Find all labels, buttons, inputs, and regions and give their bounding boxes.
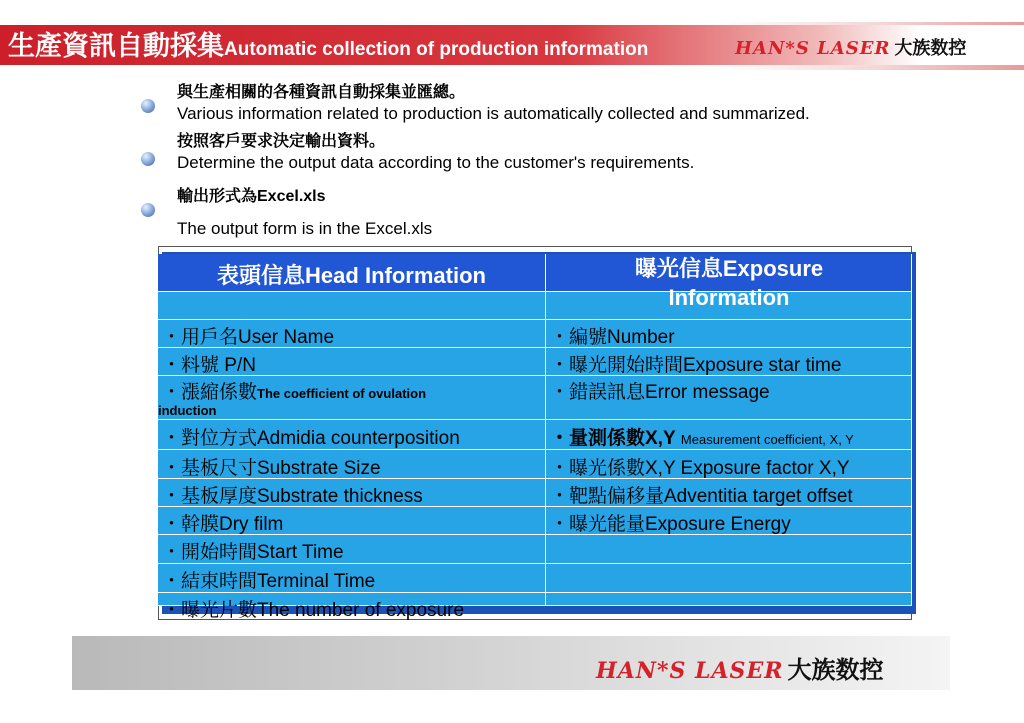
table-cell: ・曝光係數X,Y Exposure factor X,Y	[546, 450, 912, 479]
table-header-left-lower	[158, 292, 546, 320]
brand-name-zh: 大族数控	[787, 657, 884, 684]
table-cell: ・基板厚度Substrate thickness	[158, 479, 546, 507]
text-line: Various information related to production is automatically collected and summarized.	[177, 104, 810, 123]
table-cell	[546, 535, 912, 564]
page-title	[8, 25, 648, 65]
table-cell: ・靶點偏移量Adventitia target offset	[546, 479, 912, 507]
brand-name-zh: 大族数控	[894, 38, 967, 58]
table-cell: ・結束時間Terminal Time	[158, 564, 546, 593]
bullet-icon	[141, 203, 155, 217]
text-line: 按照客戶要求決定輸出資料。	[177, 133, 386, 150]
table-cell	[546, 564, 912, 593]
bullet-icon	[141, 152, 155, 166]
page-title-zh: 生產資訊自動採集	[8, 31, 224, 61]
table-header-right-text: 曝光信息Exposure Information	[634, 256, 824, 310]
page-title-en: Automatic collection of production information	[224, 39, 649, 60]
brand-logo-top	[735, 34, 966, 60]
table-cell: ・幹膜Dry film	[158, 507, 546, 535]
table-cell: ・開始時間Start Time	[158, 535, 546, 564]
table-cell: ・量測係數X,Y Measurement coefficient, X, Y	[546, 420, 912, 450]
table-cell: ・漲縮係數The coefficient of ovulation induction	[158, 376, 546, 420]
text-line: The output form is in the Excel.xls	[177, 219, 433, 238]
table-cell: ・編號Number	[546, 320, 912, 348]
table-cell: ・料號 P/N	[158, 348, 546, 376]
brand-name: HAN*S LASER	[596, 658, 784, 684]
table-cell	[546, 593, 912, 606]
table-cell: ・曝光能量Exposure Energy	[546, 507, 912, 535]
info-table	[158, 246, 912, 620]
table-header-left: 表頭信息Head Information	[158, 254, 546, 292]
table-cell: ・曝光開始時間Exposure star time	[546, 348, 912, 376]
table-cell: ・對位方式Admidia counterposition	[158, 420, 546, 450]
table-cell: ・基板尺寸Substrate Size	[158, 450, 546, 479]
table-cell: ・曝光片數The number of exposure	[158, 593, 546, 606]
table-cell: ・用戶名User Name	[158, 320, 546, 348]
text-line: Determine the output data according to the customer's requirements.	[177, 153, 695, 172]
bullet-icon	[141, 99, 155, 113]
text-line: 輸出形式為Excel.xls	[177, 188, 326, 205]
brand-name: HAN*S LASER	[735, 38, 891, 59]
text-line: 與生產相關的各種資訊自動採集並匯總。	[177, 84, 466, 101]
table-cell: ・錯誤訊息Error message	[546, 376, 912, 420]
brand-logo-bottom	[596, 650, 884, 685]
